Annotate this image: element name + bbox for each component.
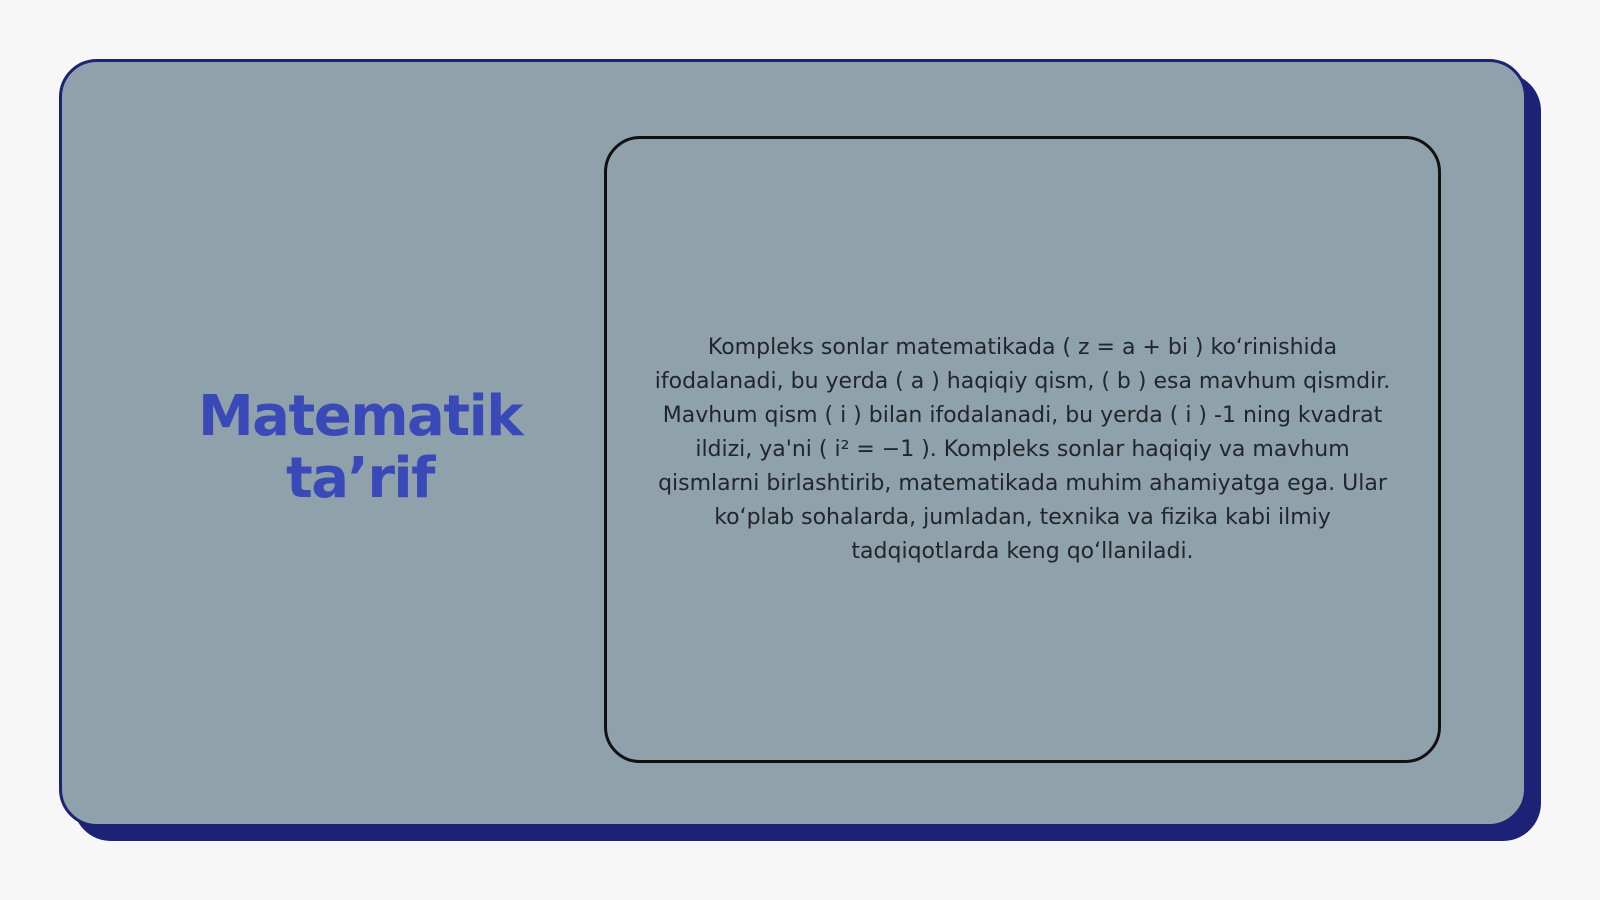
text-box: [604, 136, 1441, 763]
slide-title: Matematik ta’rif: [197, 384, 523, 511]
body-text: Kompleks sonlar matematikada ( z = a + bi ) ko‘rinishida ifodalanadi, bu yerda ( a ) haqiqiy qism, ( b ) esa mavhum qismdir. Mavhum qism ( i ) bilan ifodalanadi, bu yerda ( i ) -1 ning kvadrat ildizi, ya'ni ( i² = −1 ). Kompleks sonlar haqiqiy va mavhum qismlarni birlashtirib, matematikada muhim ahamiyatga ega. Ular ko‘plab sohalarda, jumladan, texnika va fizika kabi ilmiy tadqiqotlarda keng qo‘llaniladi.: [654, 334, 1391, 564]
